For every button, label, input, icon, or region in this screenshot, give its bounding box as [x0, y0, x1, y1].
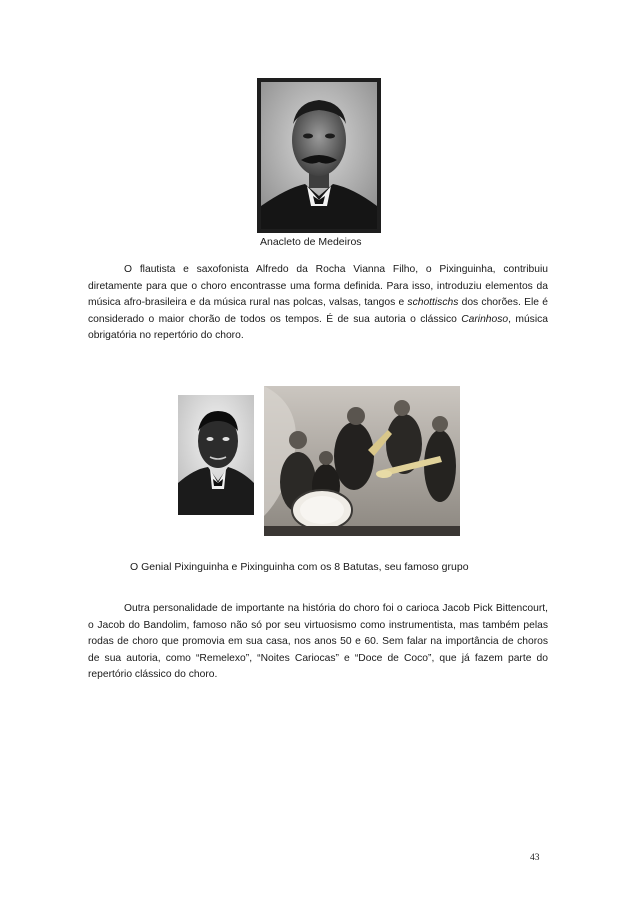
- pixinguinha-portrait-image: [178, 395, 254, 515]
- pixinguinha-paragraph: [88, 262, 548, 345]
- oito-batutas-group-image: [264, 386, 460, 536]
- schottischs-italic: schottischs: [407, 297, 459, 309]
- carinhoso-italic: Carinhoso: [461, 313, 509, 325]
- jacob-do-bandolim-paragraph: [88, 601, 548, 684]
- pixinguinha-paragraph-text-b: dos chorões. Ele é considerado o maior chorão de todos os tempos. É de sua autoria o clássico: [88, 297, 548, 325]
- page-number: 43: [530, 853, 540, 863]
- anacleto-portrait-image: [257, 78, 381, 233]
- anacleto-portrait-photo: [257, 78, 381, 233]
- pixinguinha-paragraph-text-a: O flautista e saxofonista Alfredo da Rocha Vianna Filho, o Pixinguinha, contribuiu diretamente para que o choro encontrasse uma forma definida. Para isso, introduziu elementos da música afro-brasileira e da música rural nas polcas, valsas, tangos e: [88, 264, 548, 309]
- photo-pair-caption: O Genial Pixinguinha e Pixinguinha com os 8 Batutas, seu famoso grupo: [130, 561, 469, 573]
- anacleto-photo-caption: Anacleto de Medeiros: [260, 236, 362, 248]
- oito-batutas-group-photo: [264, 386, 460, 536]
- pixinguinha-portrait-photo: [178, 395, 254, 515]
- jacob-do-bandolim-paragraph-text: Outra personalidade de importante na história do choro foi o carioca Jacob Pick Bittencourt, o Jacob do Bandolim, famoso não só por seu virtuosismo como instrumentista, mas também pelas rodas de choro que promovia em sua casa, nos anos 50 e 60. Sem falar na importância de choros de sua autoria, como “Remelexo”, “Noites Cariocas” e “Doce de Coco”, que já fazem parte do repertório clássico do choro.: [88, 603, 548, 681]
- pixinguinha-paragraph-text-c: , música obrigatória no repertório do choro.: [88, 313, 548, 342]
